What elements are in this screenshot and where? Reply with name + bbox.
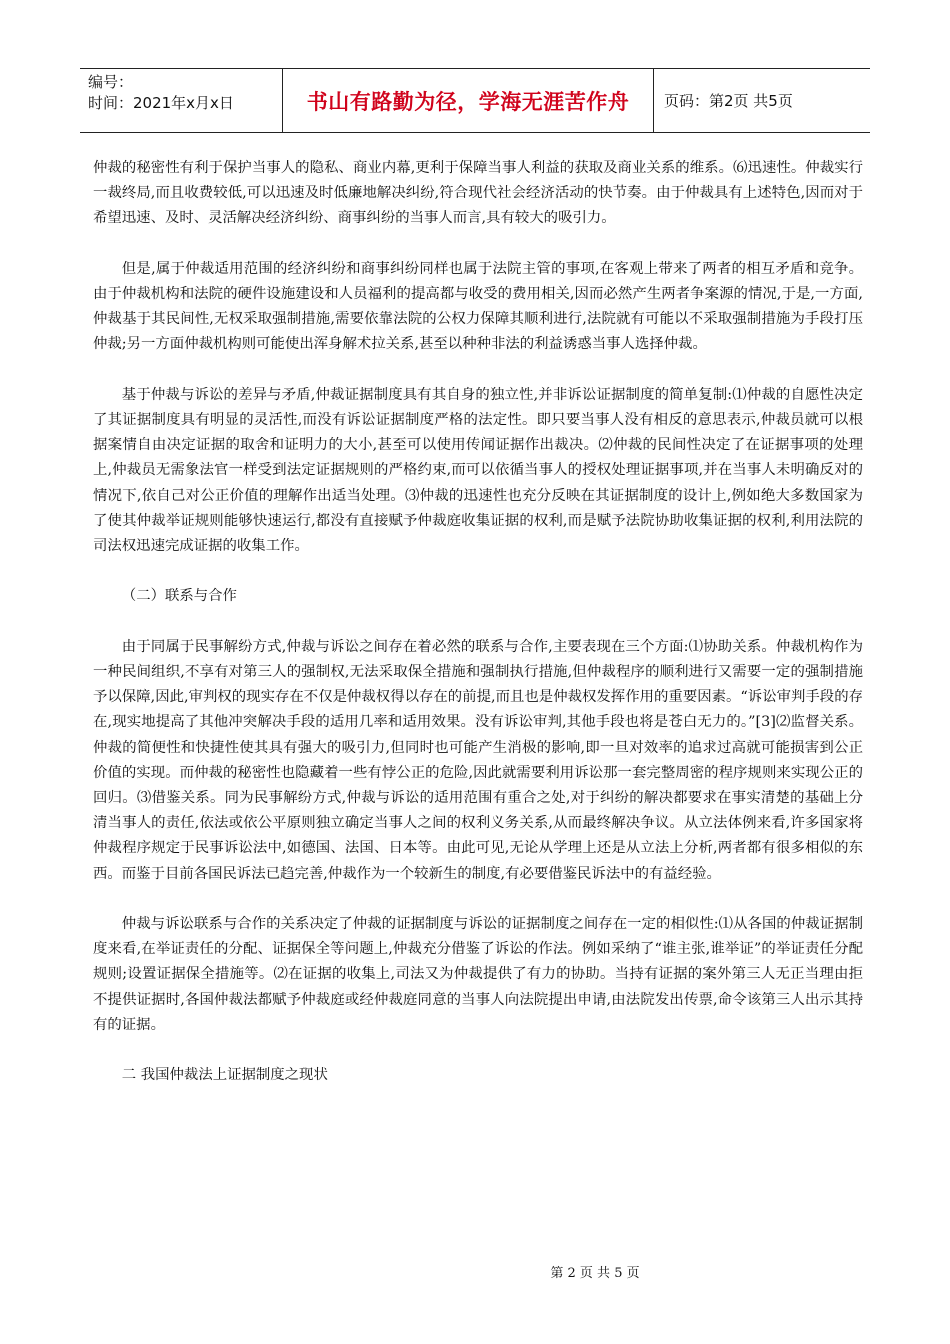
page-footer: 第 2 页 共 5 页 [550, 1266, 640, 1281]
paragraph-3: 基于仲裁与诉讼的差异与矛盾,仲裁证据制度具有其自身的独立性,并非诉讼证据制度的简单复制:⑴仲裁的自愿性决定了其证据制度具有明显的灵活性,而没有诉讼证据制度严格的法定性。即只要当事人没有相反的意思表示,仲裁员就可以根据案情自由决定证据的取舍和证明力的大小,甚至可以使用传闻证据作出裁决。⑵仲裁的民间性决定了在证据事项的处理上,仲裁员无需象法官一样受到法定证据规则的严格约束,而可以依循当事人的授权处理证据事项,并在当事人未明确反对的情况下,依自己对公正价值的理解作出适当处理。⑶仲裁的迅速性也充分反映在其证据制度的设计上,例如绝大多数国家为了使其仲裁举证规则能够快速运行,都没有直接赋予仲裁庭收集证据的权利,而是赋予法院协助收集证据的权利,利用法院的司法权迅速完成证据的收集工作。 [93, 386, 863, 555]
subheading-contact-cooperation: （二）联系与合作 [121, 588, 237, 605]
header-motto: 书山有路勤为径，学海无涯苦作舟 [283, 69, 654, 132]
page-header [80, 68, 870, 133]
header-meta [80, 69, 283, 132]
header-page-number: 页码：第2页 共5页 [664, 92, 793, 110]
document-time: 时间：2021年x月x日 [88, 94, 234, 112]
document-body [93, 156, 863, 1114]
document-number: 编号： [88, 73, 134, 91]
paragraph-2: 但是,属于仲裁适用范围的经济纠纷和商事纠纷同样也属于法院主管的事项,在客观上带来了两者的相互矛盾和竞争。由于仲裁机构和法院的硬件设施建设和人员福利的提高都与收受的费用相关,因而必然产生两者争案源的情况,于是,一方面,仲裁基于其民间性,无权采取强制措施,需要依靠法院的公权力保障其顺利进行,法院就有可能以不采取强制措施为手段打压仲裁;另一方面仲裁机构则可能使出浑身解术拉关系,甚至以种种非法的利益诱惑当事人选择仲裁。 [93, 260, 863, 353]
paragraph-4: 由于同属于民事解纷方式,仲裁与诉讼之间存在着必然的联系与合作,主要表现在三个方面:⑴协助关系。仲裁机构作为一种民间组织,不享有对第三人的强制权,无法采取保全措施和强制执行措施,但仲裁程序的顺利进行又需要一定的强制措施予以保障,因此,审判权的现实存在不仅是仲裁权得以存在的前提,而且也是仲裁权发挥作用的重要因素。“诉讼审判手段的存在,现实地提高了其他冲突解决手段的适用几率和适用效果。没有诉讼审判,其他手段也将是苍白无力的。”[3]⑵监督关系。仲裁的简便性和快捷性使其具有强大的吸引力,但同时也可能产生消极的影响,即一旦对效率的追求过高就可能损害到公正价值的实现。而仲裁的秘密性也隐藏着一些有悖公正的危险,因此就需要利用诉讼那一套完整周密的程序规则来实现公正的回归。⑶借鉴关系。同为民事解纷方式,仲裁与诉讼的适用范围有重合之处,对于纠纷的解决都要求在事实清楚的基础上分清当事人的责任,依法或依公平原则独立确定当事人之间的权利义务关系,从而最终解决争议。从立法体例来看,许多国家将仲裁程序规定于民事诉讼法中,如德国、法国、日本等。由此可见,无论从学理上还是从立法上分析,两者都有很多相似的东西。而鉴于目前各国民诉法已趋完善,仲裁作为一个较新生的制度,有必要借鉴民诉法中的有益经验。 [93, 638, 863, 882]
section-heading-2: 二 我国仲裁法上证据制度之现状 [121, 1067, 328, 1084]
paragraph-5: 仲裁与诉讼联系与合作的关系决定了仲裁的证据制度与诉讼的证据制度之间存在一定的相似性:⑴从各国的仲裁证据制度来看,在举证责任的分配、证据保全等问题上,仲裁充分借鉴了诉讼的作法。例如采纳了“谁主张,谁举证”的举证责任分配规则;设置证据保全措施等。⑵在证据的收集上,司法又为仲裁提供了有力的协助。当持有证据的案外第三人无正当理由拒不提供证据时,各国仲裁法都赋予仲裁庭或经仲裁庭同意的当事人向法院提出申请,由法院发出传票,命令该第三人出示其持有的证据。 [93, 916, 863, 1033]
paragraph-1: 仲裁的秘密性有利于保护当事人的隐私、商业内幕,更利于保障当事人利益的获取及商业关系的维系。⑹迅速性。仲裁实行一裁终局,而且收费较低,可以迅速及时低廉地解决纠纷,符合现代社会经济活动的快节奏。由于仲裁具有上述特色,因而对于希望迅速、及时、灵活解决经济纠纷、商事纠纷的当事人而言,具有较大的吸引力。 [93, 160, 863, 227]
